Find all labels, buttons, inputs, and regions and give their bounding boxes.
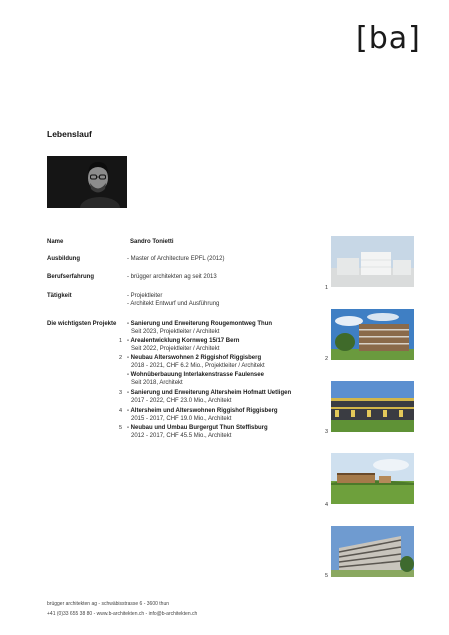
image-number: 1	[325, 285, 329, 291]
image-number: 2	[325, 356, 329, 362]
page-title: Lebenslauf	[47, 129, 92, 139]
education-value: - Master of Architecture EPFL (2012)	[127, 256, 225, 262]
footer-contact: +41 (0)33 655 38 80 - www.b-architekten.ch - info@b-architekten.ch	[47, 611, 198, 617]
project-number: 3	[119, 390, 123, 396]
experience-value: - brügger architekten ag seit 2013	[127, 274, 217, 280]
activity-label: Tätigkeit	[47, 293, 72, 299]
project-detail: 2012 - 2017, CHF 45.5 Mio., Architekt	[131, 433, 232, 439]
project-image-3	[331, 381, 414, 432]
project-title: - Altersheim und Alterswohnen Riggishof Riggisberg	[127, 408, 278, 414]
project-title: - Neubau und Umbau Burgergut Thun Steffisburg	[127, 425, 268, 431]
project-image-2	[331, 309, 414, 360]
project-detail: Seit 2022, Projektleiter / Architekt	[131, 346, 220, 352]
project-image-4	[331, 453, 414, 504]
project-title: - Arealentwicklung Kornweg 15/17 Bern	[127, 338, 240, 344]
name-label: Name	[47, 239, 64, 245]
project-number: 4	[119, 408, 123, 414]
portrait-photo	[47, 156, 127, 208]
project-number: 5	[119, 425, 123, 431]
activity-item: - Projektleiter	[127, 293, 163, 299]
footer-address: brügger architekten ag - schwäbisstrasse 6 - 3600 thun	[47, 601, 170, 607]
project-title: - Sanierung und Erweiterung Rougemontweg Thun	[127, 321, 272, 327]
project-detail: 2017 - 2022, CHF 23.0 Mio., Architekt	[131, 398, 232, 404]
project-title: - Wohnüberbauung Interlakenstrasse Faulensee	[127, 372, 264, 378]
project-detail: Seit 2023, Projektleiter / Architekt	[131, 329, 220, 335]
name-value: Sandro Tonietti	[130, 239, 174, 245]
image-number: 4	[325, 502, 329, 508]
activity-item: - Architekt Entwurf und Ausführung	[127, 301, 220, 307]
project-title: - Neubau Alterswohnen 2 Riggishof Riggisberg	[127, 355, 262, 361]
project-detail: Seit 2018, Architekt	[131, 380, 183, 386]
projects-label: Die wichtigsten Projekte	[47, 321, 117, 327]
company-logo: [ba]	[356, 21, 421, 56]
project-detail: 2018 - 2021, CHF 6.2 Mio., Projektleiter / Architekt	[131, 363, 265, 369]
project-title: - Sanierung und Erweiterung Altersheim Hofmatt Uetligen	[127, 390, 292, 396]
project-image-5	[331, 526, 414, 577]
experience-label: Berufserfahrung	[47, 274, 95, 280]
project-detail: 2015 - 2017, CHF 19.0 Mio., Architekt	[131, 416, 232, 422]
education-label: Ausbildung	[47, 256, 80, 262]
image-number: 3	[325, 429, 329, 435]
project-number: 1	[119, 338, 123, 344]
project-number: 2	[119, 355, 123, 361]
image-number: 5	[325, 573, 329, 579]
project-image-1	[331, 236, 414, 287]
